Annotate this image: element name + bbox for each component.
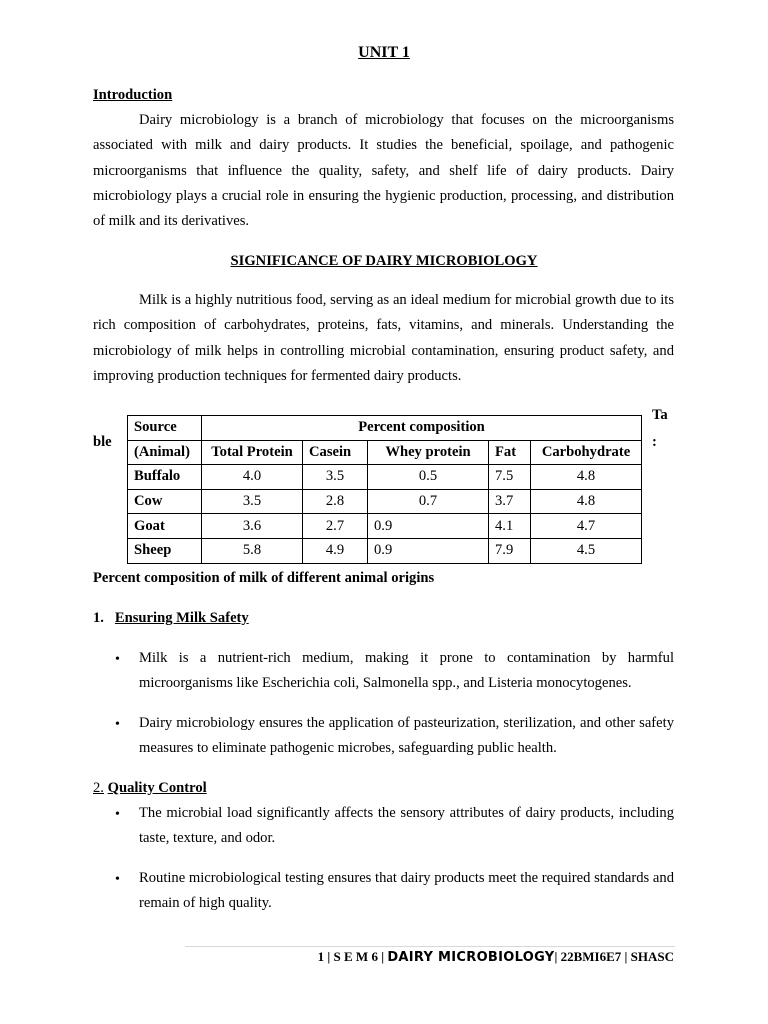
col-total-protein: Total Protein (202, 440, 303, 465)
cell-value: 3.7 (489, 489, 531, 514)
cell-value: 7.9 (489, 538, 531, 563)
cell-value: 4.8 (531, 489, 642, 514)
col-fat: Fat (489, 440, 531, 465)
composition-table (127, 415, 642, 564)
header-percent-composition: Percent composition (202, 416, 642, 441)
cell-value: 4.0 (202, 465, 303, 490)
section1-bullet-2: Dairy microbiology ensures the application of pasteurization, sterilization, and other safety measures to eliminate pathogenic microbes, safeguarding public health. (139, 715, 674, 757)
cell-value: 4.1 (489, 514, 531, 539)
page-footer (318, 949, 674, 965)
row-animal: Goat (128, 514, 202, 539)
intro-paragraph-text: Dairy microbiology is a branch of microbiology that focuses on the microorganisms associated with milk and dairy products. It studies the beneficial, spoilage, and pathogenic microorganisms that influence the quality, safety, and shelf life of dairy products. Dairy microbiology plays a crucial role in ensuring the hygienic production, processing, and distribution of milk and its derivatives. (93, 112, 674, 230)
cell-value: 2.8 (303, 489, 368, 514)
table-caption: Percent composition of milk of different animal origins (93, 570, 435, 586)
table-row (128, 514, 642, 539)
significance-paragraph (93, 288, 674, 389)
section1-title: Ensuring Milk Safety (114, 610, 249, 626)
bullet-icon: • (115, 872, 120, 887)
footer-page-sem: 1 | S E M 6 | (317, 949, 385, 964)
cell-value: 0.5 (368, 465, 489, 490)
bullet-icon: • (115, 717, 120, 732)
section2-heading (93, 780, 207, 797)
footer-subject: DAIRY MICROBIOLOGY (387, 950, 555, 965)
section1-heading (93, 610, 249, 627)
table-label-part1: Ta (652, 407, 668, 423)
cell-value: 3.6 (202, 514, 303, 539)
col-carbohydrate: Carbohydrate (531, 440, 642, 465)
cell-value: 4.7 (531, 514, 642, 539)
cell-value: 0.9 (368, 514, 489, 539)
footer-divider (185, 946, 675, 947)
table-subheader-row (128, 440, 642, 465)
cell-value: 7.5 (489, 465, 531, 490)
section2-title: Quality Control (107, 780, 207, 796)
table-row (128, 538, 642, 563)
cell-value: 2.7 (303, 514, 368, 539)
cell-value: 5.8 (202, 538, 303, 563)
section1-number: 1. (93, 610, 104, 626)
col-casein: Casein (303, 440, 368, 465)
intro-heading: Introduction (93, 87, 173, 103)
row-animal: Sheep (128, 538, 202, 563)
table-label-colon: : (652, 434, 657, 450)
footer-code: | 22BMI6E7 | SHASC (554, 949, 674, 964)
page-title: UNIT 1 (358, 44, 410, 61)
significance-paragraph-text: Milk is a highly nutritious food, serving as an ideal medium for microbial growth due to its rich composition of carbohydrates, proteins, fats, vitamins, and minerals. Understanding the microbiology of milk helps in controlling microbial contamination, ensuring product safety, and improving production techniques for fermented dairy products. (93, 292, 674, 384)
bullet-icon: • (115, 652, 120, 667)
cell-value: 0.7 (368, 489, 489, 514)
cell-value: 3.5 (202, 489, 303, 514)
row-animal: Cow (128, 489, 202, 514)
cell-value: 4.8 (531, 465, 642, 490)
section1-bullet-1: Milk is a nutrient-rich medium, making it prone to contamination by harmful microorganisms like Escherichia coli, Salmonella spp., and Listeria monocytogenes. (139, 650, 674, 692)
section2-bullet-2: Routine microbiological testing ensures that dairy products meet the required standards and remain of high quality. (139, 870, 674, 912)
table-row (128, 489, 642, 514)
header-source: Source (128, 416, 202, 441)
table-label-part2: ble (93, 434, 112, 450)
cell-value: 0.9 (368, 538, 489, 563)
significance-heading: SIGNIFICANCE OF DAIRY MICROBIOLOGY (230, 253, 538, 269)
bullet-icon: • (115, 807, 120, 822)
cell-value: 4.5 (531, 538, 642, 563)
table-header-row (128, 416, 642, 441)
row-animal: Buffalo (128, 465, 202, 490)
cell-value: 4.9 (303, 538, 368, 563)
header-animal: (Animal) (128, 440, 202, 465)
col-whey-protein: Whey protein (368, 440, 489, 465)
section2-bullet-1: The microbial load significantly affects the sensory attributes of dairy products, including taste, texture, and odor. (139, 805, 674, 847)
intro-paragraph (93, 108, 674, 234)
section2-number: 2. (93, 780, 104, 796)
cell-value: 3.5 (303, 465, 368, 490)
table-row (128, 465, 642, 490)
